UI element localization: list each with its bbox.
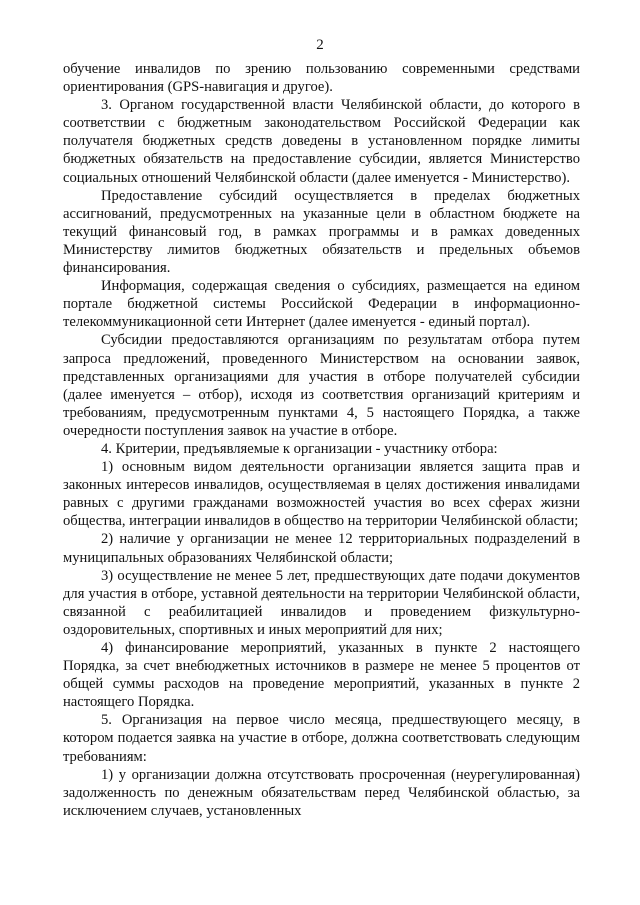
paragraph-selection: Субсидии предоставляются организациям по результатам отбора путем запроса предложений, проведенного Министерством на основании заявок, представленных организациями для участия в отборе получателей субсидии (далее именуется – отбор), исходя из соответствия организаций критериям и требованиям, предусмотренным пунктами 4, 5 настоящего Порядка, а также очередности поступления заявок на участие в отборе. (63, 332, 580, 439)
paragraph-portal-info: Информация, содержащая сведения о субсидиях, размещается на едином портале бюджетной системы Российской Федерации в информационно-телекоммуникационной сети Интернет (далее именуется - единый портал). (63, 278, 580, 331)
paragraph-clause-3: 3. Органом государственной власти Челябинской области, до которого в соответствии с бюджетным законодательством Российской Федерации как получателя бюджетных средств доведены в установленном порядке лимиты бюджетных обязательств на предоставление субсидии, является Министерство социальных отношений Челябинской области (далее именуется - Министерство). (63, 97, 580, 186)
paragraph-clause-4-heading: 4. Критерии, предъявляемые к организации - участнику отбора: (101, 440, 498, 457)
paragraph-criterion-1: 1) основным видом деятельности организации является защита прав и законных интересов инвалидов, осуществляемая в целях достижения инвалидами равных с другими гражданами возможностей участия во всех сферах жизни общества, интеграции инвалидов в общество на территории Челябинской области; (63, 459, 580, 530)
paragraph-requirement-1: 1) у организации должна отсутствовать просроченная (неурегулированная) задолженность по денежным обязательствам перед Челябинской областью, за исключением случаев, установленных (63, 766, 580, 819)
paragraph-criterion-3: 3) осуществление не менее 5 лет, предшествующих дате подачи документов для участия в отборе, уставной деятельности на территории Челябинской области, связанной с реабилитацией инвалидов и проведением физкультурно-оздоровительных, спортивных и иных мероприятий для них; (63, 567, 580, 638)
paragraph-continuation: обучение инвалидов по зрению пользованию современными средствами ориентирования (GPS-навигация и другое). (63, 61, 580, 96)
paragraph-clause-5-heading: 5. Организация на первое число месяца, предшествующего месяцу, в котором подается заявка на участие в отборе, должна соответствовать следующим требованиям: (63, 712, 580, 765)
paragraph-criterion-4: 4) финансирование мероприятий, указанных в пункте 2 настоящего Порядка, за счет внебюджетных источников в размере не менее 5 процентов от общей суммы расходов на проведение мероприятий, указанных в пункте 2 настоящего Порядка. (63, 640, 580, 711)
paragraph-subsidy-limits: Предоставление субсидий осуществляется в пределах бюджетных ассигнований, предусмотренных на указанные цели в областном бюджете на текущий финансовый год, в рамках программы и в рамках доведенных Министерству лимитов бюджетных обязательств и предельных объемов финансирования. (63, 187, 580, 277)
page-number: 2 (316, 37, 324, 53)
paragraph-criterion-2: 2) наличие у организации не менее 12 территориальных подразделений в муниципальных образованиях Челябинской области; (63, 531, 580, 566)
document-body (63, 60, 580, 820)
